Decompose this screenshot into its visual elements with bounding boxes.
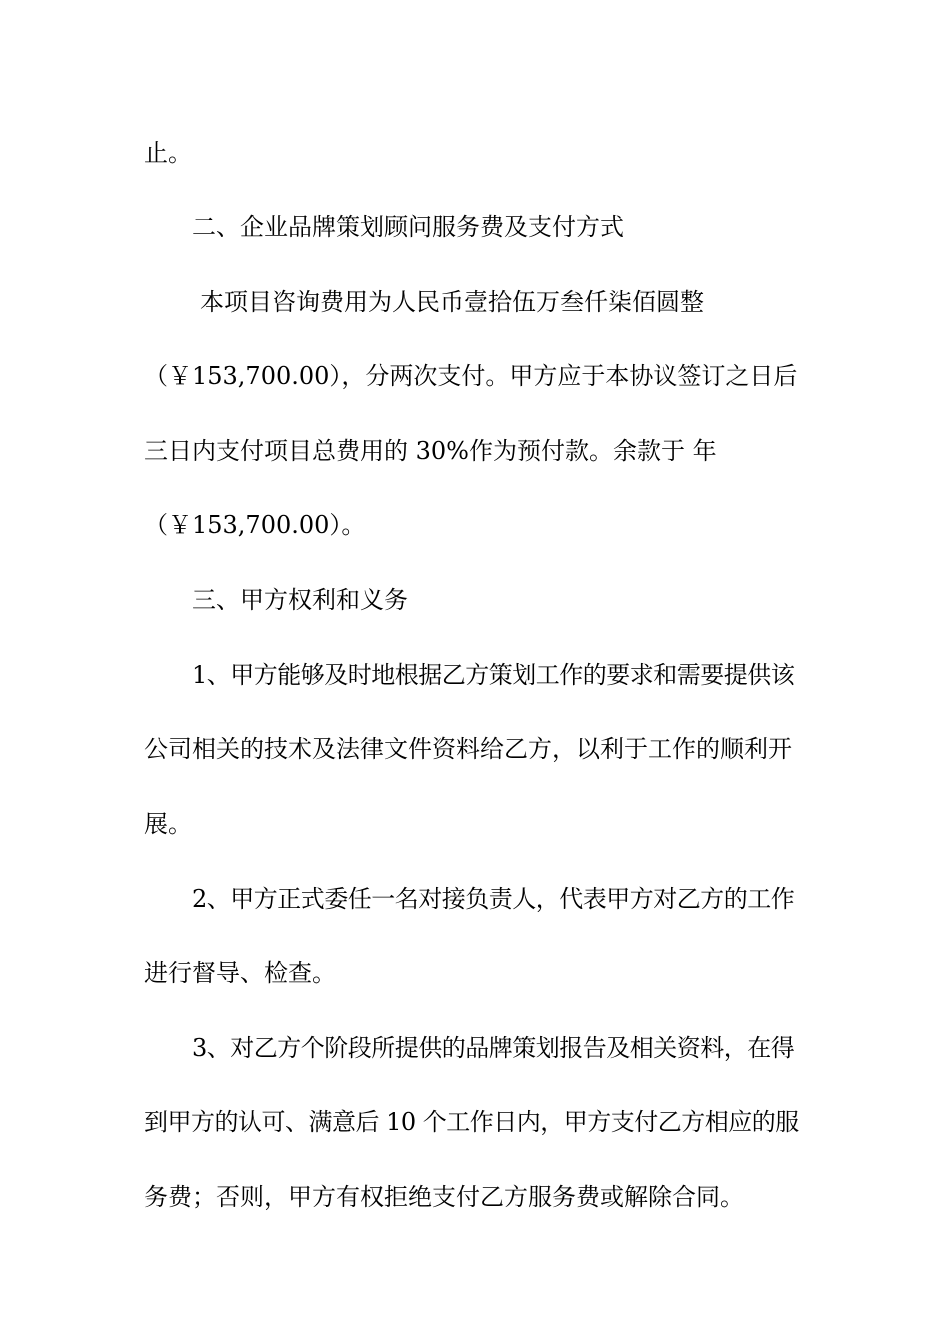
text-line: 1、甲方能够及时地根据乙方策划工作的要求和需要提供该	[192, 661, 795, 689]
text-line: 公司相关的技术及法律文件资料给乙方，以利于工作的顺利开	[144, 735, 792, 763]
text-line: 本项目咨询费用为人民币壹拾伍万叁仟柒佰圆整	[200, 288, 704, 316]
text-line: 2、甲方正式委任一名对接负责人，代表甲方对乙方的工作	[192, 885, 795, 913]
text-line: （￥153,700.00），分两次支付。甲方应于本协议签订之日后	[144, 362, 798, 390]
section-heading: 二、企业品牌策划顾问服务费及支付方式	[192, 213, 624, 241]
text-line: 到甲方的认可、满意后 10 个工作日内，甲方支付乙方相应的服	[144, 1108, 799, 1136]
text-line: 止。	[144, 139, 192, 167]
section-heading: 三、甲方权利和义务	[192, 586, 408, 614]
text-line: 进行督导、检查。	[144, 959, 336, 987]
text-line: 展。	[144, 810, 192, 838]
text-line: （￥153,700.00）。	[144, 511, 366, 539]
text-line: 务费；否则，甲方有权拒绝支付乙方服务费或解除合同。	[144, 1183, 744, 1211]
text-line: 三日内支付项目总费用的 30%作为预付款。余款于 年	[144, 437, 717, 465]
text-line: 3、对乙方个阶段所提供的品牌策划报告及相关资料，在得	[192, 1034, 795, 1062]
